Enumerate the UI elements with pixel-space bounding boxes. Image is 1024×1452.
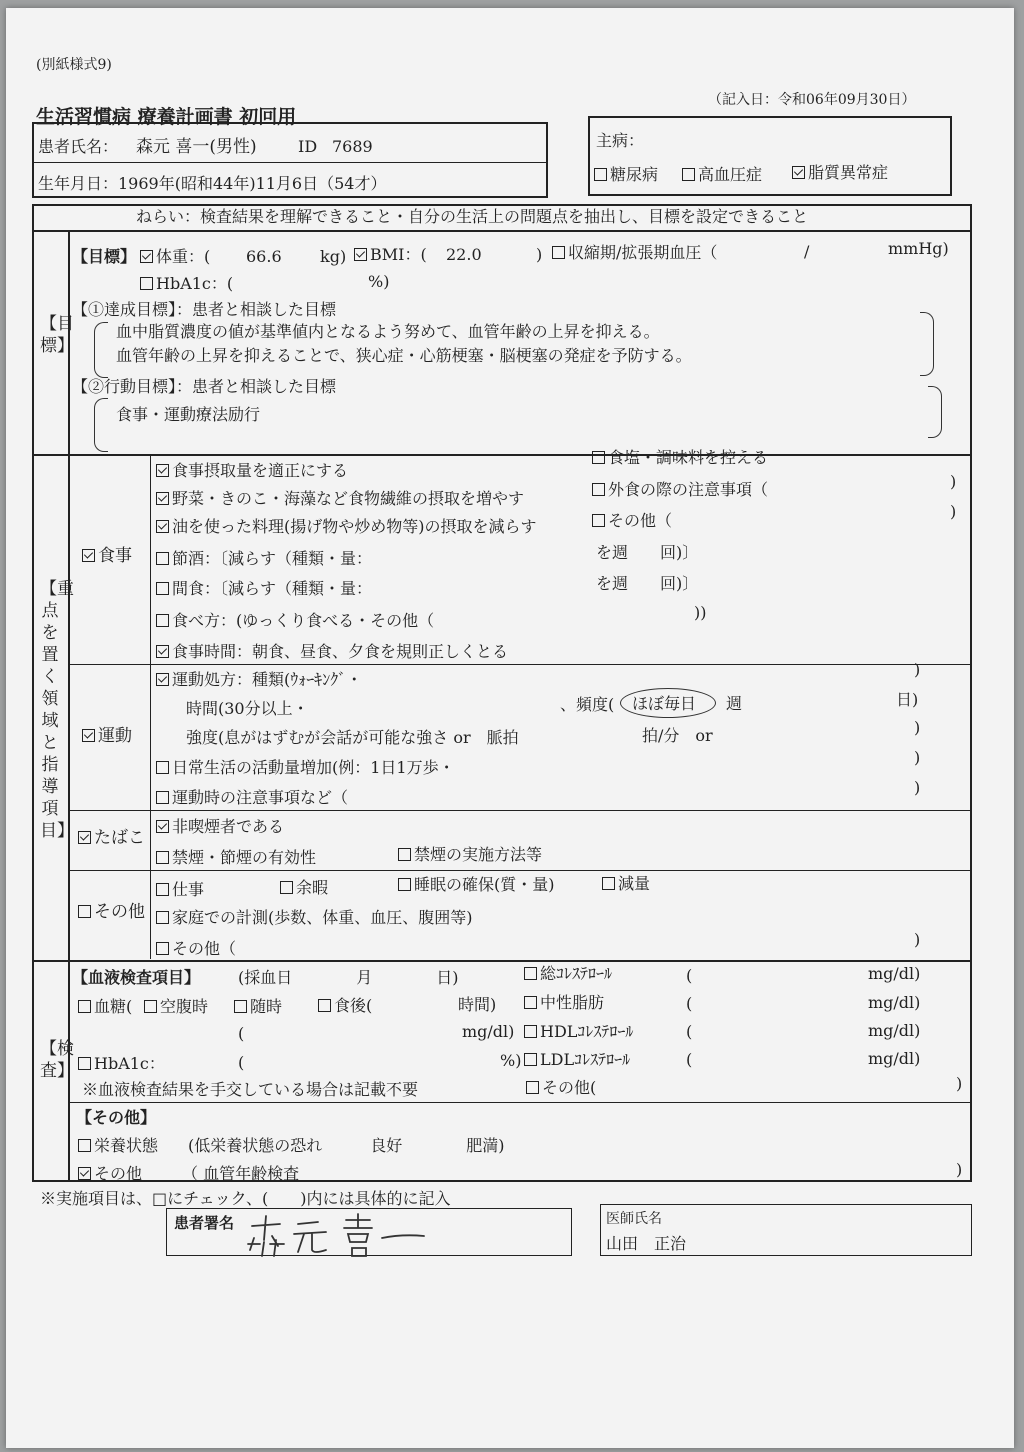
patient-birth: 生年月日：1969年(昭和44年)11月6日（54才） — [38, 174, 387, 193]
diet-item[interactable]: 食事摂取量を適正にする — [156, 463, 348, 479]
checkbox-icon[interactable] — [318, 999, 331, 1012]
exercise-prescription[interactable]: 運動処方：種類(ｳｫｰｷﾝｸﾞ・ — [156, 672, 362, 688]
other-item[interactable]: 仕事 — [156, 882, 204, 898]
diet-per-week: を週 回)〕 — [596, 574, 699, 593]
checked-checkbox-icon[interactable] — [140, 250, 153, 263]
exercise-pulse: 拍/分 or — [642, 726, 713, 745]
goal-bp-slash: / — [804, 242, 810, 261]
exam-note: ※血液検査結果を手交している場合は記載不要 — [82, 1080, 419, 1099]
checkbox-icon[interactable] — [398, 848, 411, 861]
checkbox-icon[interactable] — [398, 878, 411, 891]
doctor-name: 山田 正治 — [606, 1234, 687, 1253]
exam-percent: %) — [500, 1051, 522, 1070]
doctor-label: 医師氏名 — [606, 1211, 662, 1227]
tobacco-item[interactable]: 禁煙の実施方法等 — [398, 847, 542, 863]
exam-other[interactable]: その他( — [526, 1080, 596, 1096]
diet-right-item[interactable]: 外食の際の注意事項（ — [592, 482, 768, 498]
exam-random[interactable]: 随時 — [234, 999, 282, 1015]
checked-checkbox-icon[interactable] — [82, 729, 95, 742]
checkbox-icon[interactable] — [602, 877, 615, 890]
patient-id-label: ID — [298, 137, 318, 156]
other-item[interactable]: 睡眠の確保(質・量) — [398, 877, 555, 893]
other-item[interactable]: その他（ — [156, 941, 236, 957]
checkbox-icon[interactable] — [524, 1025, 537, 1038]
diet-item[interactable]: 節酒：〔減らす（種類・量： — [156, 551, 372, 567]
exercise-cautions[interactable]: 運動時の注意事項など（ — [156, 790, 348, 806]
goal-bmi-value: 22.0 — [446, 245, 482, 264]
checkbox-icon[interactable] — [524, 967, 537, 980]
exam-mgdl: mg/dl) — [462, 1022, 515, 1041]
tobacco-category[interactable]: たばこ — [78, 830, 145, 847]
checkbox-icon[interactable] — [682, 168, 695, 181]
checkbox-icon[interactable] — [234, 1000, 247, 1013]
checkbox-icon[interactable] — [592, 483, 605, 496]
diet-right-item[interactable]: その他（ — [592, 513, 672, 529]
signature-label: 患者署名 — [174, 1214, 235, 1232]
checked-checkbox-icon[interactable] — [156, 492, 169, 505]
goal-bp-unit: mmHg) — [888, 239, 949, 258]
document-paper: (別紙様式9) 生活習慣病 療養計画書 初回用 （記入日：令和06年09月30日） 患者氏名： 森元 喜一(男性) ID 7689 生年月日：1969年(昭和44年)11月6日（54才） 主病： 糖尿病 高血圧症 脂質異常症 ねらい：検査結果を理解できること・自分の生活上の問題点を抽出し、目標を設定できること 【目標】 【目標】 体重：( 66.6 kg) BMI：( 22.0 ) 収縮期/拡張期血圧（ / mmHg) HbA1c：( %) 【①達成目標】：患者と相談した目標 血中脂質濃度の値が基準値内となるよう努めて、血管年齢の上昇を抑える。 血管年齢の上昇を抑えることで、狭心症・心筋梗塞・脳梗塞の発症を予防する。 【②行動目標】：患者と相談した目標 食事・運動療法励行 【重点を置く領域と指導項目】 食事 食事摂取量を適正にする 野菜・きのこ・海藻など食物繊維の摂取を増やす 油を使った料理(揚げ物や炒め物等)の摂取を減らす 節酒：〔減らす（種類・量： 間食：〔減らす（種類・量： 食べ方：(ゆっくり食べる・その他（ 食事時間：朝食、昼食、夕食を規則正しくとる 食塩・調味料を控える 外食の際の注意事項（ その他（ ) ) を週 回)〕 を週 回)〕 )) 運動 運動処方：種類(ｳｫｰｷﾝｸﾞ・ ) 時間(30分以上・ 、頻度( ほぼ毎日 週 日) 強度(息がはずむが会話が可能な強さ or 脈拍 拍/分 or ) 日常生活の活動量増加(例：1日1万歩・ ) 運動時の注意事項など（ ) たばこ 非喫煙者である 禁煙・節煙の有効性 禁煙の実施方法等 その他 仕事 余暇 睡眠の確保(質・量) 減量 家庭での計測(歩数、体重、血圧、腹囲等) その他（ ) 【検査】 【血液検査項目】 (採血日 月 日) 血糖( 空腹時 随時 食後( 時間) ( mg/dl) HbA1c： ( %) ※血液検査結果を手交している場合は記載不要 総ｺﾚｽﾃﾛｰﾙ 中性脂肪 HDLｺﾚｽﾃﾛｰﾙ LDLｺﾚｽﾃﾛｰﾙ その他( ( ( ( ( mg/dl) mg/dl) mg/dl) mg/dl) ) 【その他】 栄養状態 (低栄養状態の恐れ 良好 肥満) その他 （ 血管年齢検査 ) ※実施項目は、□にチェック、( )内には具体的に記入 患者署名 医師氏名 山田 正治 — [6, 8, 1014, 1448]
checkbox-icon[interactable] — [144, 1000, 157, 1013]
checked-checkbox-icon[interactable] — [78, 1167, 91, 1180]
lipid-unit: mg/dl) — [868, 1021, 921, 1040]
focus-side-label: 【重点を置く領域と指導項目】 — [40, 579, 74, 841]
achieve-line-1: 血中脂質濃度の値が基準値内となるよう努めて、血管年齢の上昇を抑える。 — [116, 322, 660, 341]
exercise-freq-label: 、頻度( — [560, 695, 615, 714]
disease-hypertension[interactable]: 高血圧症 — [682, 167, 762, 183]
lipid-unit: mg/dl) — [868, 964, 921, 983]
exercise-freq-value: ほぼ毎日 — [632, 694, 697, 713]
checkbox-icon[interactable] — [78, 905, 91, 918]
goal-side-label: 【目標】 — [40, 314, 74, 356]
disease-diabetes[interactable]: 糖尿病 — [594, 167, 658, 183]
exercise-daily[interactable]: 日常生活の活動量増加(例：1日1万歩・ — [156, 760, 455, 776]
other-item[interactable]: 余暇 — [280, 880, 328, 896]
disease-dyslipidemia[interactable]: 脂質異常症 — [792, 165, 888, 181]
checkbox-icon[interactable] — [156, 761, 169, 774]
diet-item[interactable]: 野菜・きのこ・海藻など食物繊維の摂取を増やす — [156, 491, 524, 507]
checked-checkbox-icon[interactable] — [156, 645, 169, 658]
diet-category[interactable]: 食事 — [82, 548, 132, 565]
goal-bmi[interactable]: BMI：( — [354, 247, 427, 263]
exam-hba1c[interactable]: HbA1c： — [78, 1056, 165, 1072]
exercise-category[interactable]: 運動 — [82, 728, 132, 745]
lipid-item[interactable]: LDLｺﾚｽﾃﾛｰﾙ — [524, 1052, 630, 1068]
checkbox-icon[interactable] — [156, 942, 169, 955]
checkbox-icon[interactable] — [552, 246, 565, 259]
checkbox-icon[interactable] — [156, 552, 169, 565]
close-paren: ) — [536, 245, 543, 264]
exam-side-label: 【検査】 — [40, 1039, 74, 1081]
other-category[interactable]: その他 — [78, 904, 145, 921]
checkbox-icon[interactable] — [524, 996, 537, 1009]
lipid-unit: mg/dl) — [868, 1049, 921, 1068]
lipid-unit: mg/dl) — [868, 993, 921, 1012]
tobacco-item[interactable]: 禁煙・節煙の有効性 — [156, 850, 316, 866]
lipid-item[interactable]: 中性脂肪 — [524, 995, 604, 1011]
checkbox-icon[interactable] — [78, 1057, 91, 1070]
diet-item[interactable]: 間食：〔減らす（種類・量： — [156, 581, 372, 597]
exam-hours: 時間) — [458, 995, 497, 1014]
checked-checkbox-icon[interactable] — [156, 464, 169, 477]
checkbox-icon[interactable] — [524, 1053, 537, 1066]
page-title: 生活習慣病 療養計画書 初回用 — [36, 106, 297, 128]
entry-date: （記入日：令和06年09月30日） — [708, 92, 916, 108]
aim-text: ねらい：検査結果を理解できること・自分の生活上の問題点を抽出し、目標を設定できること — [136, 207, 809, 226]
exercise-intensity: 強度(息がはずむが会話が可能な強さ or 脈拍 — [186, 728, 519, 747]
exam-date: (採血日 月 日) — [238, 968, 459, 987]
checked-checkbox-icon[interactable] — [156, 820, 169, 833]
goal-hba1c[interactable]: HbA1c：( — [140, 276, 233, 292]
goal-weight-value: 66.6 — [246, 247, 282, 266]
exam-after-meal[interactable]: 食後( — [318, 998, 372, 1014]
diet-item[interactable]: 食事時間：朝食、昼食、夕食を規則正しくとる — [156, 644, 508, 660]
checked-checkbox-icon[interactable] — [156, 673, 169, 686]
nutrition-check[interactable]: 栄養状態 — [78, 1138, 158, 1154]
checked-checkbox-icon[interactable] — [78, 831, 91, 844]
checkbox-icon[interactable] — [156, 851, 169, 864]
checkbox-icon[interactable] — [156, 582, 169, 595]
diet-item[interactable]: 油を使った料理(揚げ物や炒め物等)の摂取を減らす — [156, 519, 537, 535]
diet-per-week: を週 回)〕 — [596, 543, 699, 562]
lipid-item[interactable]: HDLｺﾚｽﾃﾛｰﾙ — [524, 1024, 633, 1040]
checkbox-icon[interactable] — [594, 168, 607, 181]
goal-hba1c-unit: %) — [368, 272, 390, 291]
diet-close: )) — [694, 603, 707, 622]
exam-fasting[interactable]: 空腹時 — [144, 999, 208, 1015]
goal-weight-unit: kg) — [320, 247, 347, 266]
footer-note: ※実施項目は、□にチェック、( )内には具体的に記入 — [40, 1189, 451, 1208]
checked-checkbox-icon[interactable] — [156, 520, 169, 533]
checkbox-icon[interactable] — [592, 451, 605, 464]
checked-checkbox-icon[interactable] — [82, 549, 95, 562]
exam-other2-value: （ 血管年齢検査 — [182, 1164, 300, 1183]
exercise-freq-week: 週 — [726, 694, 743, 713]
achieve-head: 【①達成目標】：患者と相談した目標 — [72, 300, 337, 319]
handwritten-signature — [242, 1210, 432, 1260]
action-head: 【②行動目標】：患者と相談した目標 — [72, 377, 337, 396]
exam-sugar[interactable]: 血糖( — [78, 999, 132, 1015]
checked-checkbox-icon[interactable] — [792, 166, 805, 179]
checkbox-icon[interactable] — [280, 881, 293, 894]
nutrition-options: (低栄養状態の恐れ 良好 肥満) — [188, 1136, 505, 1155]
patient-id: 7689 — [332, 137, 373, 156]
checkbox-icon[interactable] — [526, 1081, 539, 1094]
disease-label: 主病： — [596, 131, 645, 150]
tobacco-item[interactable]: 非喫煙者である — [156, 819, 284, 835]
patient-name: 森元 喜一(男性) — [136, 137, 257, 157]
exam-other-head: 【その他】 — [76, 1108, 157, 1127]
action-line: 食事・運動療法励行 — [116, 405, 261, 424]
exercise-day: 日) — [896, 690, 919, 709]
other-item[interactable]: 減量 — [602, 876, 650, 892]
goal-head: 【目標】 — [72, 247, 137, 266]
exam-head: 【血液検査項目】 — [72, 968, 201, 987]
goal-weight[interactable]: 体重：( — [140, 249, 210, 265]
diet-item[interactable]: 食べ方：(ゆっくり食べる・その他（ — [156, 613, 434, 629]
checkbox-icon[interactable] — [156, 614, 169, 627]
exam-other2[interactable]: その他 — [78, 1166, 142, 1182]
form-number: (別紙様式9) — [36, 57, 112, 73]
disease-box — [588, 116, 952, 196]
checkbox-icon[interactable] — [156, 883, 169, 896]
checkbox-icon[interactable] — [78, 1000, 91, 1013]
diet-right-item[interactable]: 食塩・調味料を控える — [592, 450, 768, 466]
checked-checkbox-icon[interactable] — [354, 248, 367, 261]
other-item[interactable]: 家庭での計測(歩数、体重、血圧、腹囲等) — [156, 910, 473, 926]
exercise-time: 時間(30分以上・ — [186, 699, 309, 718]
goal-bp[interactable]: 収縮期/拡張期血圧（ — [552, 245, 717, 261]
patient-name-label: 患者氏名： — [38, 137, 119, 156]
checkbox-icon[interactable] — [156, 791, 169, 804]
checkbox-icon[interactable] — [592, 514, 605, 527]
achieve-line-2: 血管年齢の上昇を抑えることで、狭心症・心筋梗塞・脳梗塞の発症を予防する。 — [116, 346, 692, 365]
checkbox-icon[interactable] — [78, 1139, 91, 1152]
lipid-item[interactable]: 総ｺﾚｽﾃﾛｰﾙ — [524, 966, 612, 982]
checkbox-icon[interactable] — [156, 911, 169, 924]
checkbox-icon[interactable] — [140, 277, 153, 290]
